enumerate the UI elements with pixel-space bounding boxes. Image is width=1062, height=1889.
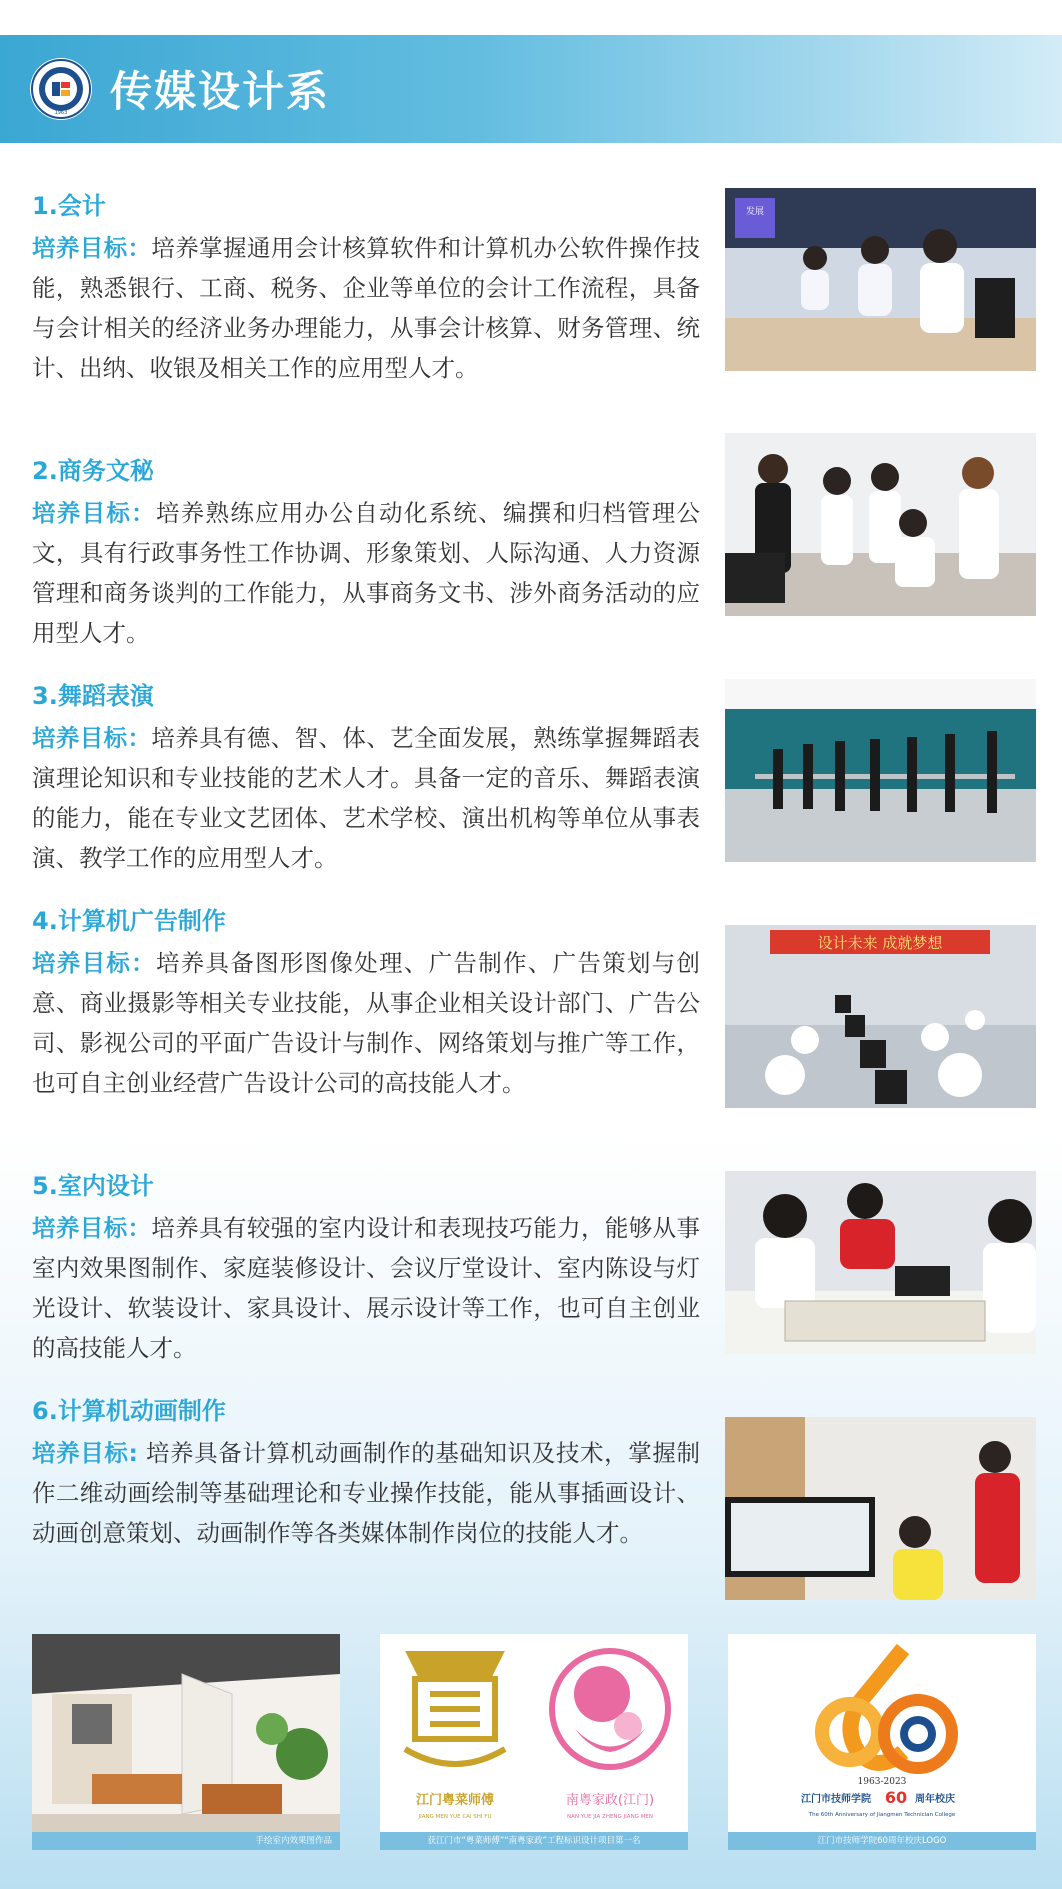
photo-animation-lab	[725, 1417, 1036, 1600]
anniversary-logo-image	[728, 1634, 1036, 1832]
goal-text: 培养具有德、智、体、艺全面发展，熟练掌握舞蹈表演理论知识和专业技能的艺术人才。具备一定的音乐、舞蹈表演的能力，能在专业文艺团体、艺术学校、演出机构等单位从事表演、教学工作的应用型人才。	[32, 724, 701, 872]
section-body	[32, 1433, 700, 1553]
anniversary-school: 江门市技师学院	[801, 1794, 871, 1805]
school-logo	[30, 58, 92, 120]
goal-text: 培养熟练应用办公自动化系统、编撰和归档管理公文，具有行政事务性工作协调、形象策划、人际沟通、人力资源管理和商务谈判的工作能力，从事商务文书、涉外商务活动的应用型人才。	[32, 499, 701, 647]
anniversary-suffix: 周年校庆	[915, 1794, 955, 1805]
logo-left-name: 江门粤菜师傅	[415, 1793, 495, 1808]
photo-sign-text: 发展	[745, 207, 765, 217]
photo-advertising-lab	[725, 925, 1036, 1108]
goal-label: 培养目标：	[32, 949, 156, 977]
section-dance	[32, 680, 700, 878]
photo-banner-text: 设计未来 成就梦想	[817, 934, 943, 952]
card-logo-design	[380, 1634, 688, 1850]
logo-left-pinyin: JIANG MEN YUE CAI SHI FU	[418, 1814, 492, 1820]
section-title: 3.舞蹈表演	[32, 682, 154, 710]
gear-emblem-icon	[30, 58, 92, 120]
card-caption: 江门市技师学院60周年校庆LOGO	[728, 1832, 1036, 1850]
goal-label: 培养目标:	[32, 1439, 138, 1467]
goal-label: 培养目标：	[32, 1214, 152, 1242]
section-body	[32, 1208, 700, 1368]
section-animation	[32, 1395, 700, 1553]
section-body	[32, 943, 700, 1103]
section-title: 4.计算机广告制作	[32, 907, 226, 935]
goal-text: 培养掌握通用会计核算软件和计算机办公软件操作技能，熟悉银行、工商、税务、企业等单位的会计工作流程，具备与会计相关的经济业务办理能力，从事会计核算、财务管理、统计、出纳、收银及相关工作的应用型人才。	[32, 234, 701, 382]
card-interior-artwork	[32, 1634, 340, 1850]
section-body	[32, 493, 700, 653]
goal-text: 培养具备图形图像处理、广告制作、广告策划与创意、商业摄影等相关专业技能，从事企业相关设计部门、广告公司、影视公司的平面广告设计与制作、网络策划与推广等工作，也可自主创业经营广告设计公司的高技能人才。	[32, 949, 701, 1097]
logo-right-name: 南粤家政(江门)	[565, 1793, 655, 1808]
logo-right-pinyin: NAN YUE JIA ZHENG JIANG MEN	[566, 1814, 654, 1820]
card-caption: 手绘室内效果图作品	[32, 1832, 340, 1850]
goal-text: 培养具有较强的室内设计和表现技巧能力，能够从事室内效果图制作、家庭装修设计、会议厅堂设计、室内陈设与灯光设计、软装设计、家具设计、展示设计等工作，也可自主创业的高技能人才。	[32, 1214, 701, 1362]
section-title: 6.计算机动画制作	[32, 1397, 226, 1425]
anniversary-number: 60	[884, 1788, 908, 1807]
logo-designs-image	[380, 1634, 688, 1832]
goal-text: 培养具备计算机动画制作的基础知识及技术，掌握制作二维动画绘制等基础理论和专业操作技能，能从事插画设计、动画创意策划、动画制作等各类媒体制作岗位的技能人才。	[32, 1439, 700, 1547]
section-title: 1.会计	[32, 192, 106, 220]
section-interior-design	[32, 1170, 700, 1368]
section-title: 2.商务文秘	[32, 457, 154, 485]
section-business-secretary	[32, 455, 700, 653]
photo-interior-design-class	[725, 1171, 1036, 1354]
photo-dance-class	[725, 679, 1036, 862]
section-advertising	[32, 905, 700, 1103]
section-body	[32, 718, 700, 878]
photo-accounting-class	[725, 188, 1036, 371]
anniversary-english: The 60th Anniversary of Jiangmen Technician College	[808, 1812, 956, 1818]
page-title: 传媒设计系	[110, 67, 331, 116]
card-anniversary-logo	[728, 1634, 1036, 1850]
goal-label: 培养目标：	[32, 724, 152, 752]
goal-label: 培养目标：	[32, 234, 152, 262]
photo-secretary-class	[725, 433, 1036, 616]
anniversary-years: 1963-2023	[857, 1777, 907, 1787]
section-title: 5.室内设计	[32, 1172, 154, 1200]
card-caption: 获江门市“粤菜师傅”“南粤家政”工程标识设计项目第一名	[380, 1832, 688, 1850]
page-header	[0, 35, 1062, 143]
goal-label: 培养目标：	[32, 499, 156, 527]
section-body	[32, 228, 700, 388]
section-accounting	[32, 190, 700, 388]
svg-text:1963: 1963	[54, 110, 68, 116]
interior-sketch-image	[32, 1634, 340, 1850]
